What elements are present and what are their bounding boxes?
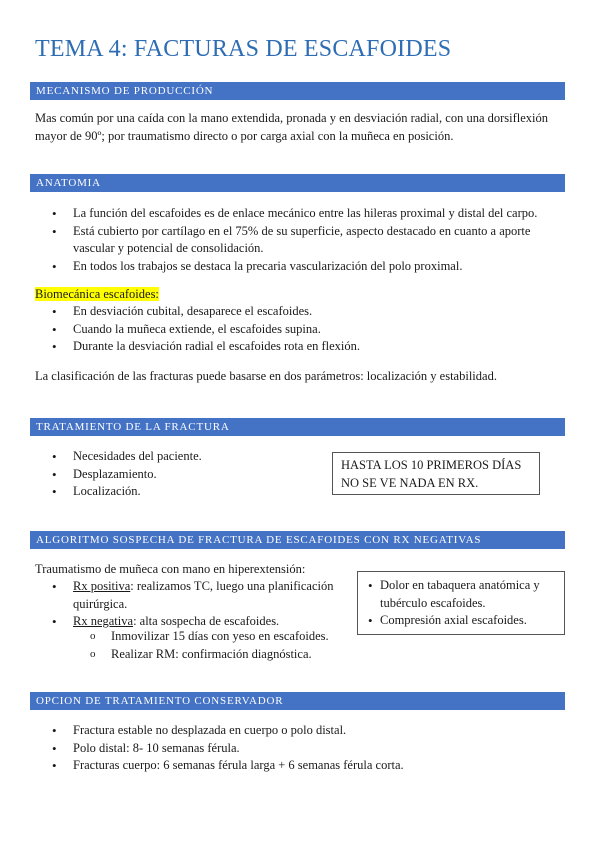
algoritmo-intro: Traumatismo de muñeca con mano en hiperextensión: bbox=[35, 562, 306, 576]
section-header-algoritmo: ALGORITMO SOSPECHA DE FRACTURA DE ESCAFOIDES CON RX NEGATIVAS bbox=[30, 531, 565, 549]
highlighted-label: Biomecánica escafoides: bbox=[35, 287, 159, 301]
sintomas-list bbox=[368, 577, 560, 630]
biomecanica-list bbox=[52, 303, 567, 356]
anatomia-list bbox=[52, 205, 567, 275]
section-header-tratamiento: TRATAMIENTO DE LA FRACTURA bbox=[30, 418, 565, 436]
list-item: • Necesidades del paciente. bbox=[52, 448, 312, 466]
rx-positiva-text: : realizamos TC, luego una planificación quirúrgica. bbox=[73, 579, 334, 611]
tratamiento-list bbox=[52, 448, 312, 501]
callout-box-rx: HASTA LOS 10 PRIMEROS DÍAS NO SE VE NADA EN RX. bbox=[332, 452, 540, 495]
biomecanica-label bbox=[35, 286, 159, 304]
list-item: • Cuando la muñeca extiende, el escafoides supina. bbox=[52, 321, 567, 339]
list-item: o Inmovilizar 15 días con yeso en escafoides. bbox=[90, 628, 355, 646]
list-item: • Fracturas cuerpo: 6 semanas férula larga + 6 semanas férula corta. bbox=[52, 757, 567, 775]
conservador-list bbox=[52, 722, 567, 775]
list-item: • Dolor en tabaquera anatómica y tubérculo escafoides. bbox=[368, 577, 560, 612]
rx-negativa-label: Rx negativa bbox=[73, 614, 134, 628]
list-item: • Está cubierto por cartílago en el 75% de su superficie, aspecto destacado en cuanto a aporte vascular y potencial de consolidación. bbox=[52, 223, 567, 258]
list-item: o Realizar RM: confirmación diagnóstica. bbox=[90, 646, 355, 664]
algoritmo-list bbox=[52, 578, 354, 631]
rx-positiva-label: Rx positiva bbox=[73, 579, 131, 593]
list-item: • La función del escafoides es de enlace mecánico entre las hileras proximal y distal del carpo. bbox=[52, 205, 567, 223]
section-header-mecanismo: MECANISMO DE PRODUCCIÓN bbox=[30, 82, 565, 100]
list-item: • En desviación cubital, desaparece el escafoides. bbox=[52, 303, 567, 321]
page-title: TEMA 4: FACTURAS DE ESCAFOIDES bbox=[35, 36, 452, 62]
algoritmo-sublist bbox=[90, 628, 355, 663]
list-item: • Localización. bbox=[52, 483, 312, 501]
list-item: • En todos los trabajos se destaca la precaria vascularización del polo proximal. bbox=[52, 258, 567, 276]
list-item: • Fractura estable no desplazada en cuerpo o polo distal. bbox=[52, 722, 567, 740]
rx-negativa-text: : alta sospecha de escafoides. bbox=[133, 614, 280, 628]
list-item: • Desplazamiento. bbox=[52, 466, 312, 484]
section-header-anatomia: ANATOMIA bbox=[30, 174, 565, 192]
callout-box-sintomas bbox=[357, 571, 565, 635]
list-item: • Polo distal: 8- 10 semanas férula. bbox=[52, 740, 567, 758]
list-item: • Durante la desviación radial el escafoides rota en flexión. bbox=[52, 338, 567, 356]
list-item: • Compresión axial escafoides. bbox=[368, 612, 560, 630]
clasificacion-paragraph: La clasificación de las fracturas puede basarse en dos parámetros: localización y estabilidad. bbox=[35, 369, 497, 383]
section-header-conservador: OPCION DE TRATAMIENTO CONSERVADOR bbox=[30, 692, 565, 710]
mecanismo-paragraph: Mas común por una caída con la mano extendida, pronada y en desviación radial, con una dorsiflexión mayor de 90º; por traumatismo directo o por carga axial con la muñeca en posición. bbox=[35, 111, 549, 143]
list-item bbox=[52, 578, 354, 613]
